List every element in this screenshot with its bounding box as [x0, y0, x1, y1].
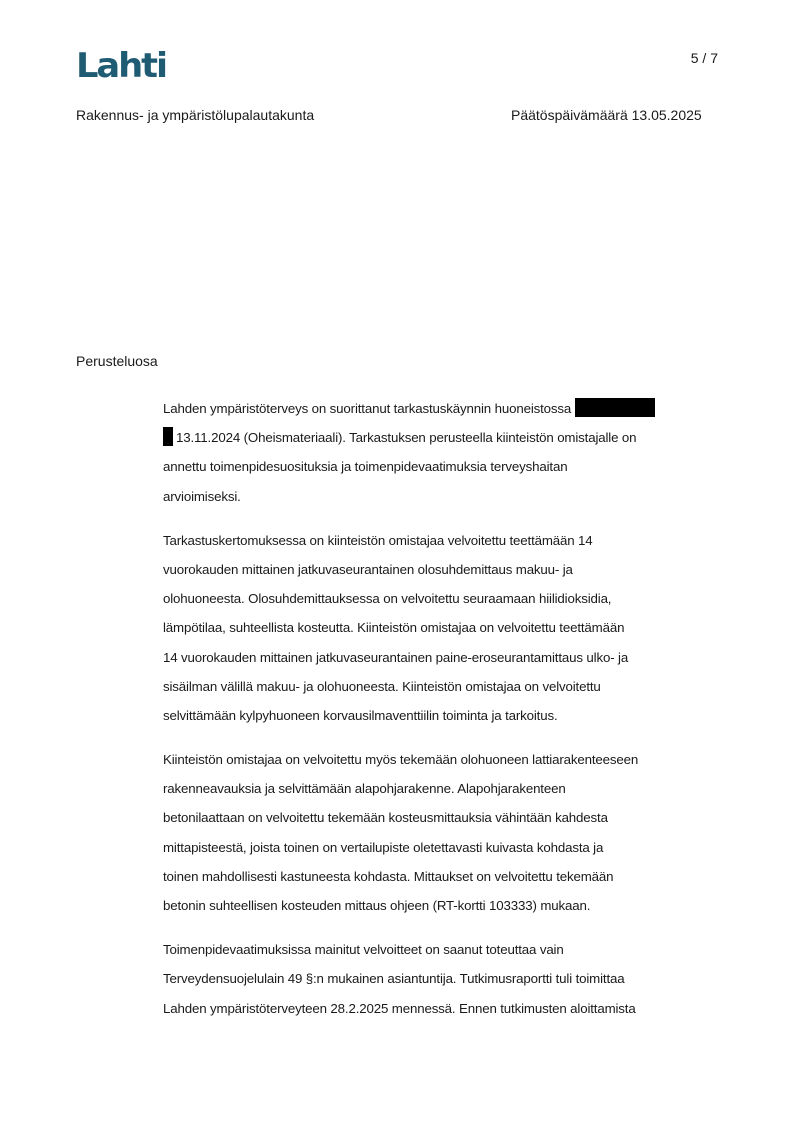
redaction-block: [163, 427, 173, 446]
text-line: annettu toimenpidesuosituksia ja toimenpidevaatimuksia terveyshaitan: [163, 459, 568, 475]
text-line: Kiinteistön omistajaa on velvoitettu myös tekemään olohuoneen lattiarakenteeseen: [163, 752, 639, 768]
text-line: [163, 394, 719, 423]
paragraph: [163, 745, 719, 920]
text-line: Toimenpidevaatimuksissa mainitut velvoitteet on saanut toteuttaa vain: [163, 942, 564, 958]
text-line: vuorokauden mittainen jatkuvaseurantainen olosuhdemittaus makuu- ja: [163, 561, 573, 577]
text-line: Lahden ympäristöterveyteen 28.2.2025 mennessä. Ennen tutkimusten aloittamista: [163, 1000, 636, 1016]
text-line: toinen mahdollisesti kastuneesta kohdasta. Mittaukset on velvoitettu tekemään: [163, 868, 614, 884]
document-body: [163, 394, 719, 1038]
text-line-content: 13.11.2024 (Oheismateriaali). Tarkastuksen perusteella kiinteistön omistajalle on: [176, 430, 637, 446]
decision-date: Päätöspäivämäärä 13.05.2025: [511, 107, 702, 123]
lahti-logo-text: Lahti: [76, 46, 166, 82]
page-number: 5 / 7: [690, 50, 718, 66]
text-line: 14 vuorokauden mittainen jatkuvaseurantainen paine-eroseurantamittaus ulko- ja: [163, 649, 629, 665]
text-line: selvittämään kylpyhuoneen korvausilmaventtiilin toiminta ja tarkoitus.: [163, 707, 558, 723]
paragraph: [163, 394, 719, 511]
text-line: rakenneavauksia ja selvittämään alapohjarakenne. Alapohjarakenteen: [163, 781, 566, 797]
text-line: [163, 423, 719, 452]
paragraph: [163, 935, 719, 1023]
text-line: sisäilman välillä makuu- ja olohuoneesta. Kiinteistön omistajaa on velvoitettu: [163, 678, 601, 694]
lahti-logo: [76, 46, 168, 82]
text-line: betonilaattaan on velvoitettu tekemään kosteusmittauksia vähintään kahdesta: [163, 810, 608, 826]
text-line: Terveydensuojelulain 49 §:n mukainen asiantuntija. Tutkimusraportti tuli toimittaa: [163, 971, 625, 987]
text-line: betonin suhteellisen kosteuden mittaus ohjeen (RT-kortti 103333) mukaan.: [163, 898, 591, 913]
text-line: lämpötilaa, suhteellista kosteutta. Kiinteistön omistajaa on velvoitettu teettämään: [163, 620, 625, 636]
organization-name: Rakennus- ja ympäristölupalautakunta: [76, 107, 315, 123]
paragraph: [163, 526, 719, 730]
text-line: mittapisteestä, joista toinen on vertailupiste oletettavasti kuivasta kohdasta ja: [163, 839, 604, 855]
text-line: arvioimiseksi.: [163, 488, 241, 504]
text-line-content: Lahden ympäristöterveys on suorittanut tarkastuskäynnin huoneistossa: [163, 401, 572, 416]
text-line: Tarkastuskertomuksessa on kiinteistön omistajaa velvoitettu teettämään 14: [163, 532, 593, 548]
text-line: olohuoneesta. Olosuhdemittauksessa on velvoitettu seuraamaan hiilidioksidia,: [163, 591, 612, 607]
section-title: Perusteluosa: [76, 353, 158, 369]
redaction-block: [575, 398, 655, 417]
